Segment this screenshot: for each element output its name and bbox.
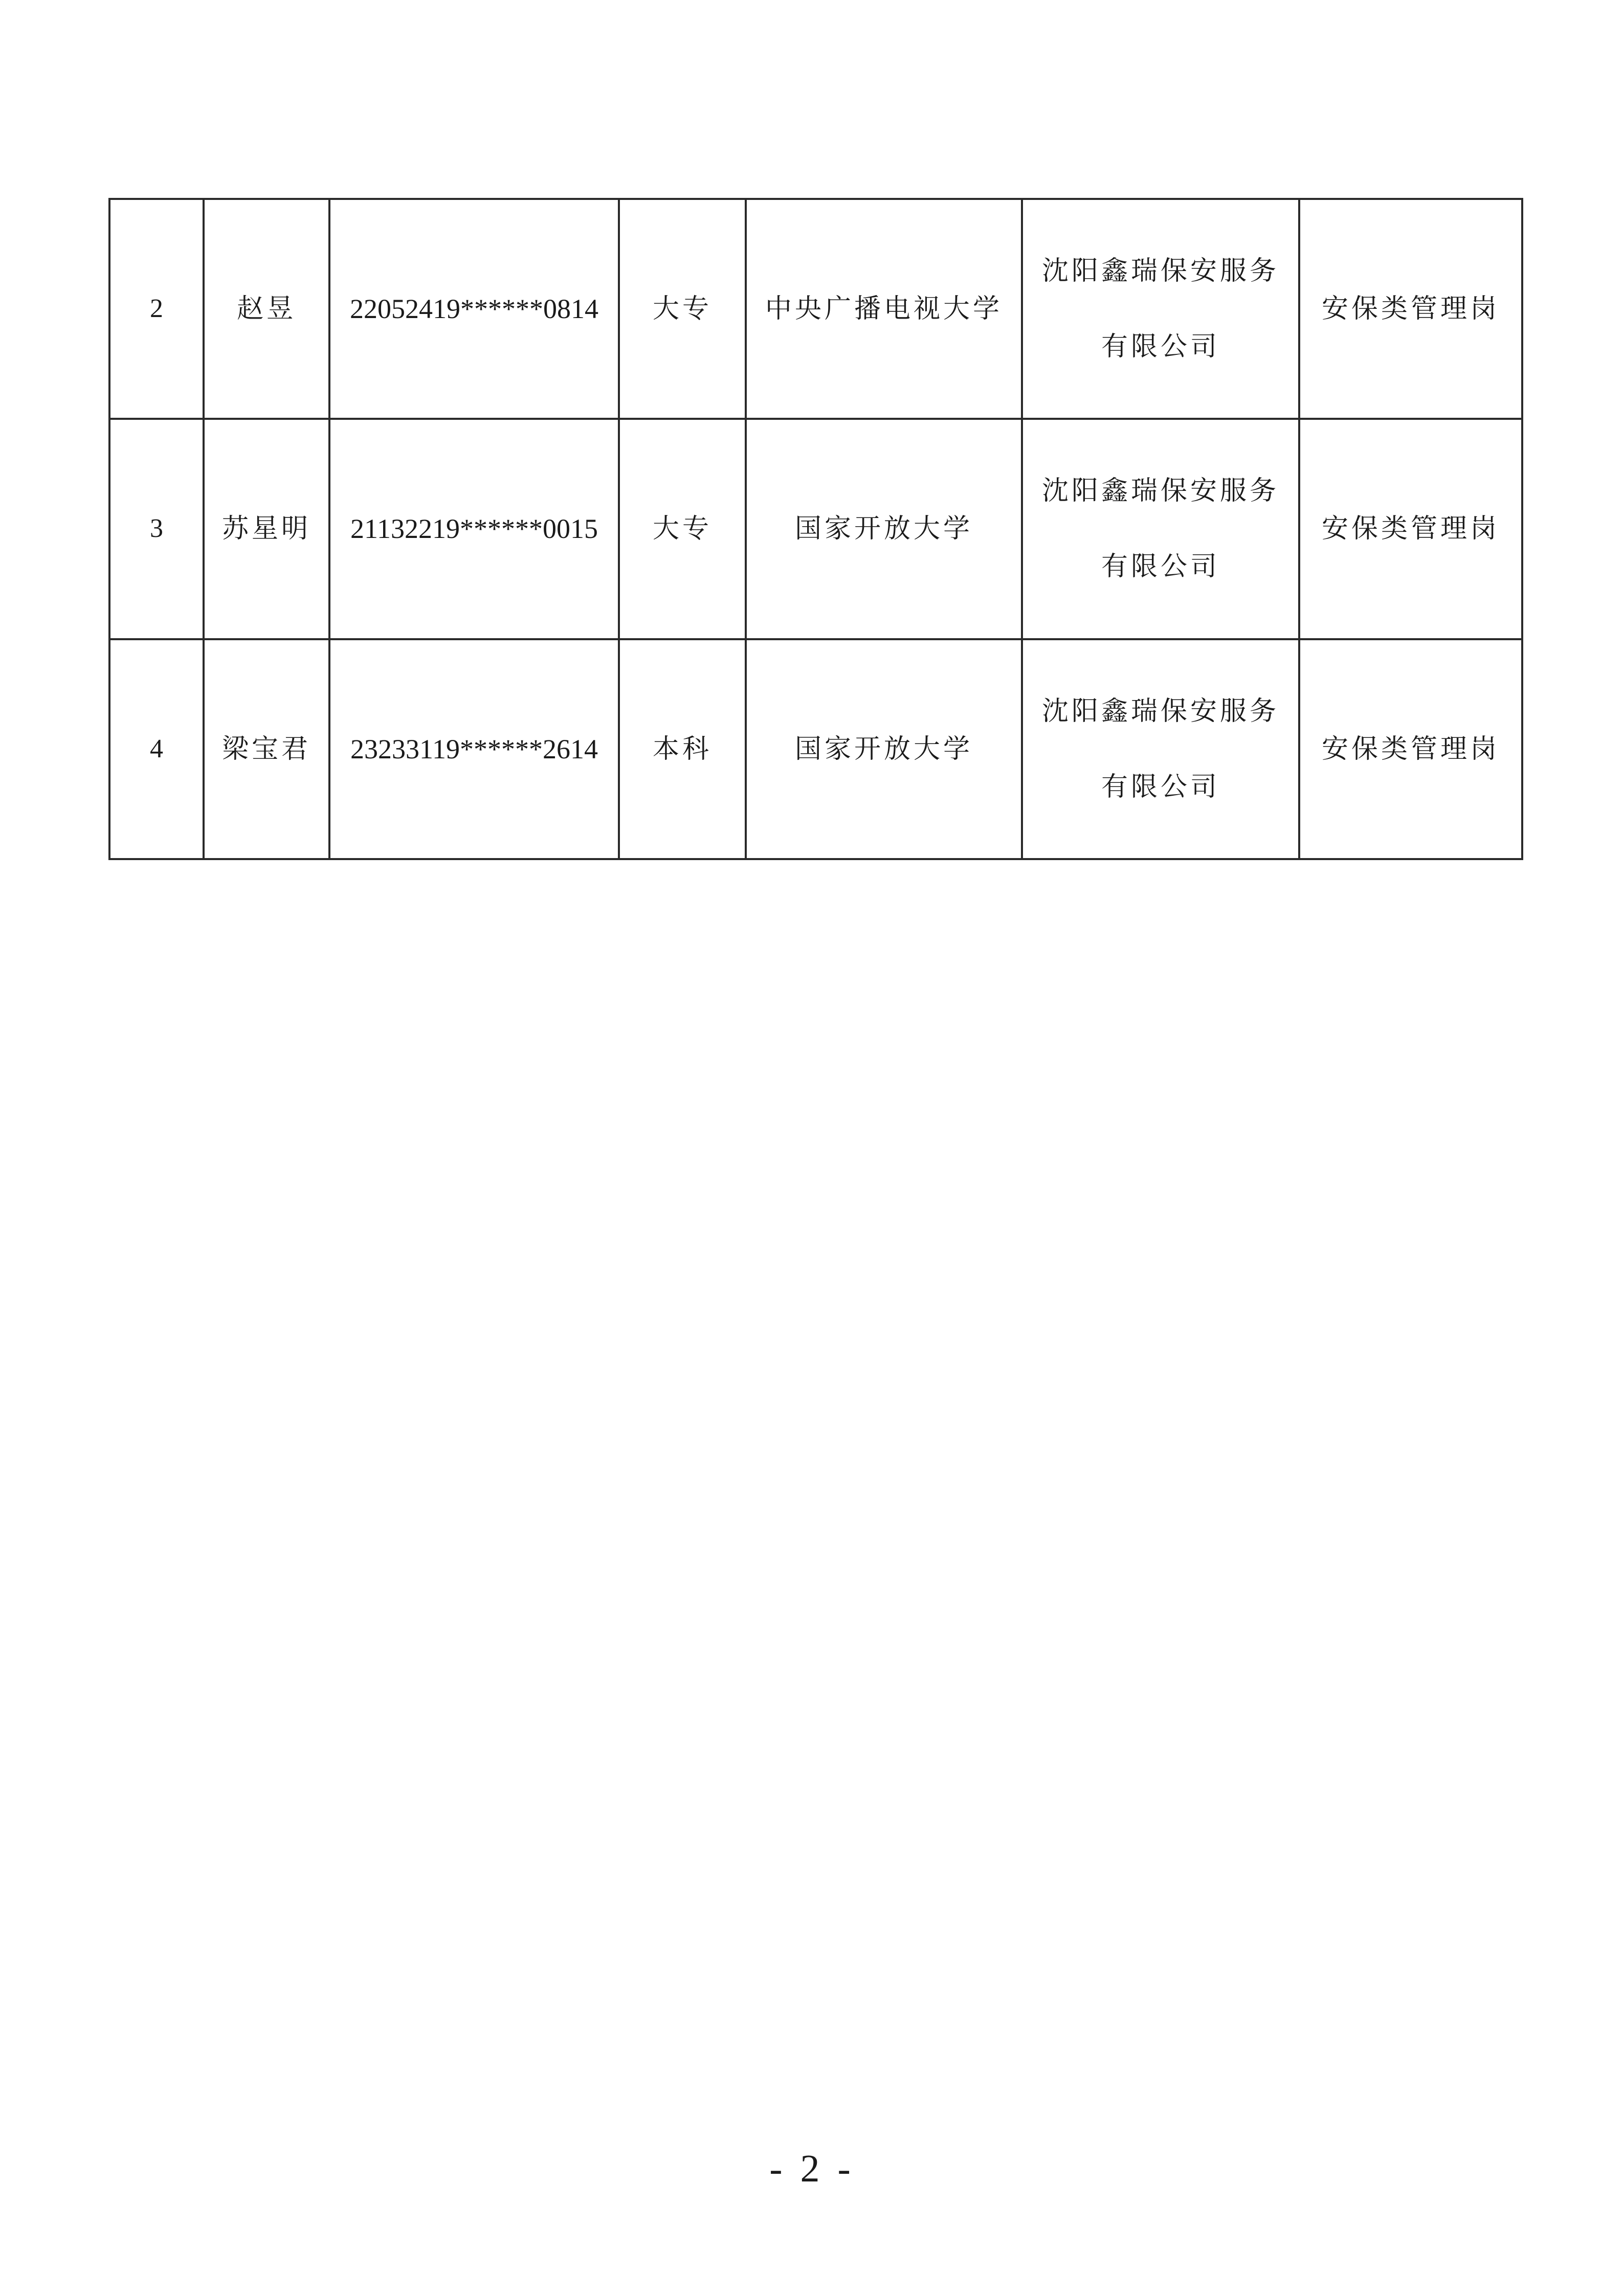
table-row xyxy=(109,639,1522,859)
education-level: 本科 xyxy=(619,639,746,859)
table-row xyxy=(109,199,1522,419)
id-number: 21132219******0015 xyxy=(329,419,619,639)
employer-line-1: 沈阳鑫瑞保安服务 xyxy=(1041,476,1279,507)
person-name: 苏星明 xyxy=(204,419,329,639)
position-title: 安保类管理岗 xyxy=(1299,199,1522,419)
person-name: 赵昱 xyxy=(204,199,329,419)
personnel-table xyxy=(108,198,1523,860)
employer xyxy=(1022,639,1299,859)
id-number: 22052419******0814 xyxy=(329,199,619,419)
position-title: 安保类管理岗 xyxy=(1299,639,1522,859)
row-number: 2 xyxy=(109,199,204,419)
employer xyxy=(1022,419,1299,639)
employer xyxy=(1022,199,1299,419)
school-name: 国家开放大学 xyxy=(746,639,1022,859)
employer-line-2: 有限公司 xyxy=(1101,331,1220,363)
page-number: - 2 - xyxy=(769,2147,855,2190)
employer-line-2: 有限公司 xyxy=(1101,551,1220,582)
row-number: 4 xyxy=(109,639,204,859)
table-row xyxy=(109,419,1522,639)
education-level: 大专 xyxy=(619,419,746,639)
person-name: 梁宝君 xyxy=(204,639,329,859)
position-title: 安保类管理岗 xyxy=(1299,419,1522,639)
employer-line-2: 有限公司 xyxy=(1101,771,1220,802)
id-number: 23233119******2614 xyxy=(329,639,619,859)
education-level: 大专 xyxy=(619,199,746,419)
employer-line-1: 沈阳鑫瑞保安服务 xyxy=(1041,695,1279,727)
school-name: 中央广播电视大学 xyxy=(746,199,1022,419)
employer-line-1: 沈阳鑫瑞保安服务 xyxy=(1041,256,1279,287)
school-name: 国家开放大学 xyxy=(746,419,1022,639)
row-number: 3 xyxy=(109,419,204,639)
